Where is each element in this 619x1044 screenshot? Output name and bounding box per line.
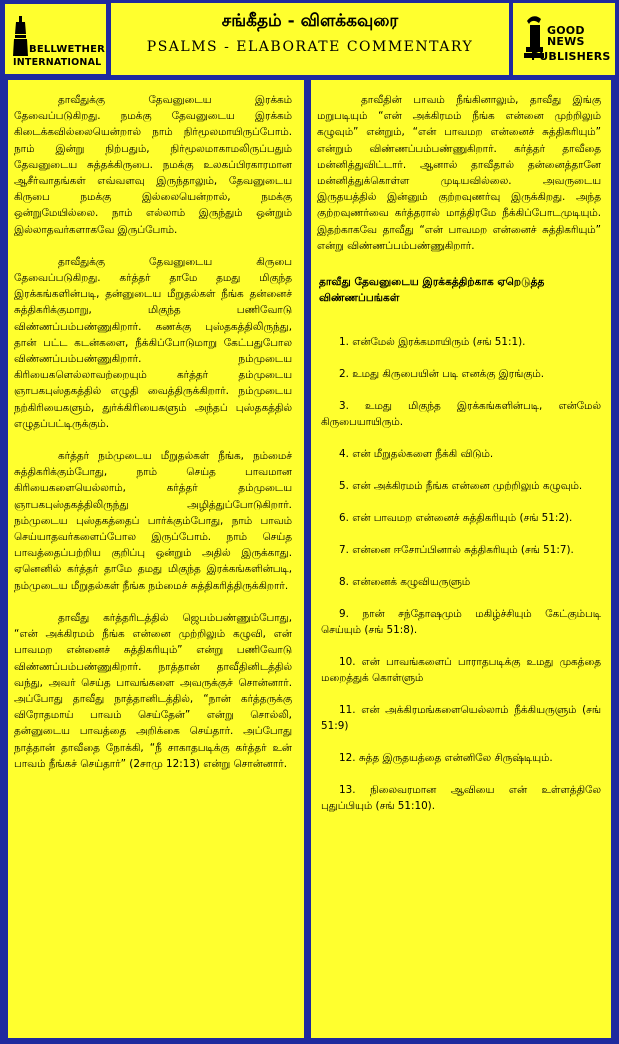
- right-column: [311, 80, 611, 1038]
- section-heading: தாவீது தேவனுடைய இரக்கத்திற்காக ஏறெடுத்த விண்ணப்பங்கள்: [319, 276, 545, 305]
- list-item: 9. நான் சந்தோஷமும் மகிழ்ச்சியும் கேட்கும்படி செய்யும் (சங் 51:8).: [321, 608, 601, 637]
- list-item: 4. என் மீறுதல்களை நீக்கி விடும்.: [339, 448, 494, 461]
- title-tamil: சங்கீதம் - விளக்கவுரை: [221, 11, 399, 31]
- bell-tower-icon: [13, 16, 29, 56]
- list-item: 7. என்னை ஈசோப்பினால் சுத்திகரியும் (சங் 51:7).: [339, 544, 574, 557]
- list-item: 2. உமது கிருபையின் படி எனக்கு இரங்கும்.: [339, 368, 545, 381]
- list-item: 10. என் பாவங்களைப் பாராதபடிக்கு உமது முகத்தை மறைத்துக் கொள்ளும்: [321, 656, 601, 685]
- list-item: 6. என் பாவமற என்னைச் சுத்திகரியும் (சங் 51:2).: [339, 512, 573, 525]
- paragraph: தாவீதுக்கு தேவனுடைய கிருபை தேவைப்படுகிறது. கர்த்தர் தாமே தமது மிகுந்த இரக்கங்களின்படி, தன்னுடைய மீறுதல்கள் நீங்க தன்னைச் சுத்திகரிக்குமாறு, மிகுந்த பணிவோடு விண்ணப்பம்பண்ணுகிறார். கணக்கு புஸ்தகத்திலிருந்து, தான் பட்ட கடன்களை, நீக்கிப்போடுமாறு கேட்பதுபோல விண்ணப்பம்பண்ணுகிறார். நம்முடைய கிரியைகளெல்லாவற்றையும் கர்த்தர் தம்முடைய ஞாபகபுஸ்தகத்தில் எழுதி வைத்திருக்கிறார். நம்முடைய நற்கிரியைகளும், துர்க்கிரியைகளும் அந்தப் புஸ்தகத்தில் எழுதப்பட்டிருக்கும்.: [14, 255, 292, 430]
- paragraph: கர்த்தர் நம்முடைய மீறுதல்கள் நீங்க, நம்மைச் சுத்திகரிக்கும்போது, நாம் செய்த பாவமான கிரியைகளையெல்லாம், கர்த்தர் தம்முடைய ஞாபகபுஸ்தகத்திலிருந்து அழித்துப்போடுகிறார். நம்முடைய புஸ்தகத்தைப் பார்க்கும்போது, நாம் பாவம் செய்யாதவர்களைப்போல இருப்போம். நாம் செய்த பாவத்தைப்பற்றிய குறிப்பு ஒன்றும் அதில் இருக்காது. ஏனெனில் கர்த்தர் தாமே தமது மிகுந்த இரக்கங்களின்படி, நம்முடைய மீறுதல்கள் நீங்க நம்மைச் சுத்திகரித்திருக்கிறார்.: [14, 450, 292, 592]
- list-item: 8. என்னைக் கழுவியருளும்: [339, 576, 471, 589]
- page-header: [111, 3, 509, 75]
- left-column: [8, 80, 304, 1038]
- title-english: PSALMS - ELABORATE COMMENTARY: [146, 39, 474, 55]
- logo-text-line-1: BELLWETHER: [29, 44, 106, 55]
- publisher-logo-right: [513, 3, 615, 75]
- list-item: 1. என்மேல் இரக்கமாயிரும் (சங் 51:1).: [339, 336, 526, 349]
- list-item: 12. சுத்த இருதயத்தை என்னிலே சிருஷ்டியும்.: [339, 752, 553, 765]
- petition-list: [321, 334, 601, 814]
- list-item: 11. என் அக்கிரமங்களையெல்லாம் நீக்கியருளும் (சங் 51:9): [321, 704, 601, 733]
- paragraph: தாவீதுக்கு தேவனுடைய இரக்கம் தேவைப்படுகிறது. நமக்கு தேவனுடைய இரக்கம் கிடைக்கவில்லையென்றால் நாம் நிர்மூலமாயிருப்போம். நாம் இன்று நிற்பதும், நிர்மூலமாகாமலிருப்பதும் தேவனுடைய சுத்தக்கிருபை. நமக்கு உலகப்பிரகாரமான ஆசீர்வாதங்கள் எவ்வளவு இருந்தாலும், தேவனுடைய கிருபை நமக்கு இல்லையென்றால், நமக்கு ஒன்றுமேயில்லை. நாம் எல்லாம் இருந்தும் ஒன்றும் இல்லாதவர்களாகவே இருப்போம்.: [14, 94, 292, 236]
- list-item: 13. நிலைவரமான ஆவியை என் உள்ளத்திலே புதுப்பியும் (சங் 51:10).: [321, 784, 601, 813]
- logo-text-line-2: PUBLISHERS: [531, 50, 611, 63]
- list-item: 3. உமது மிகுந்த இரக்கங்களின்படி, என்மேல் கிருபையாயிரும்.: [321, 400, 601, 429]
- publisher-logo-left: [4, 3, 107, 75]
- logo-text-line-1: GOOD NEWS: [547, 24, 585, 48]
- paragraph: தாவீது கர்த்தரிடத்தில் ஜெபம்பண்ணும்போது, “என் அக்கிரமம் நீங்க என்னை முற்றிலும் கழுவி, என் பாவமற என்னைச் சுத்திகரியும்” என்று பணிவோடு விண்ணப்பம்பண்ணுகிறார். நாத்தான் தாவீதினிடத்தில் வந்து, அவர் செய்த பாவங்களை அவருக்குச் சொன்னார். அப்போது தாவீது நாத்தானிடத்தில், “நான் கர்த்தருக்கு விரோதமாய் பாவம் செய்தேன்” என்று சொல்லி, தன்னுடைய பாவத்தை அறிக்கை செய்தார். அப்போது நாத்தான் தாவீதை நோக்கி, “நீ சாகாதபடிக்கு கர்த்தர் உன் பாவம் நீங்கச் செய்தார்” (2சாமு 12:13) என்று சொன்னார்.: [14, 611, 292, 770]
- intro-paragraph: தாவீதின் பாவம் நீங்கினாலும், தாவீது இங்கு மறுபடியும் “என் அக்கிரமம் நீங்க என்னை முற்றிலும் கழுவும்” என்றும், “என் பாவமற என்னைச் சுத்திகரியும்” என்றும் விண்ணப்பம்பண்ணுகிறார். கர்த்தர் தாவீதை மன்னித்துவிட்டார். ஆனால் தாவீதால் தன்னைத்தானே மன்னித்துக்கொள்ள முடியவில்லை. அவருடைய இருதயத்தில் இன்னும் குற்றவுணர்வு இருக்கிறது. அந்த குற்றவுணர்வை கர்த்தரால் மாத்திரமே நீக்கிப்போடமுடியும். இதற்காகவே தாவீது “என் பாவமற என்னைச் சுத்திகரியும்” என்று விண்ணப்பம்பண்ணுகிறார்.: [317, 94, 601, 252]
- logo-text-line-2: INTERNATIONAL: [13, 57, 102, 68]
- list-item: 5. என் அக்கிரமம் நீங்க என்னை முற்றிலும் கழுவும்.: [339, 480, 583, 493]
